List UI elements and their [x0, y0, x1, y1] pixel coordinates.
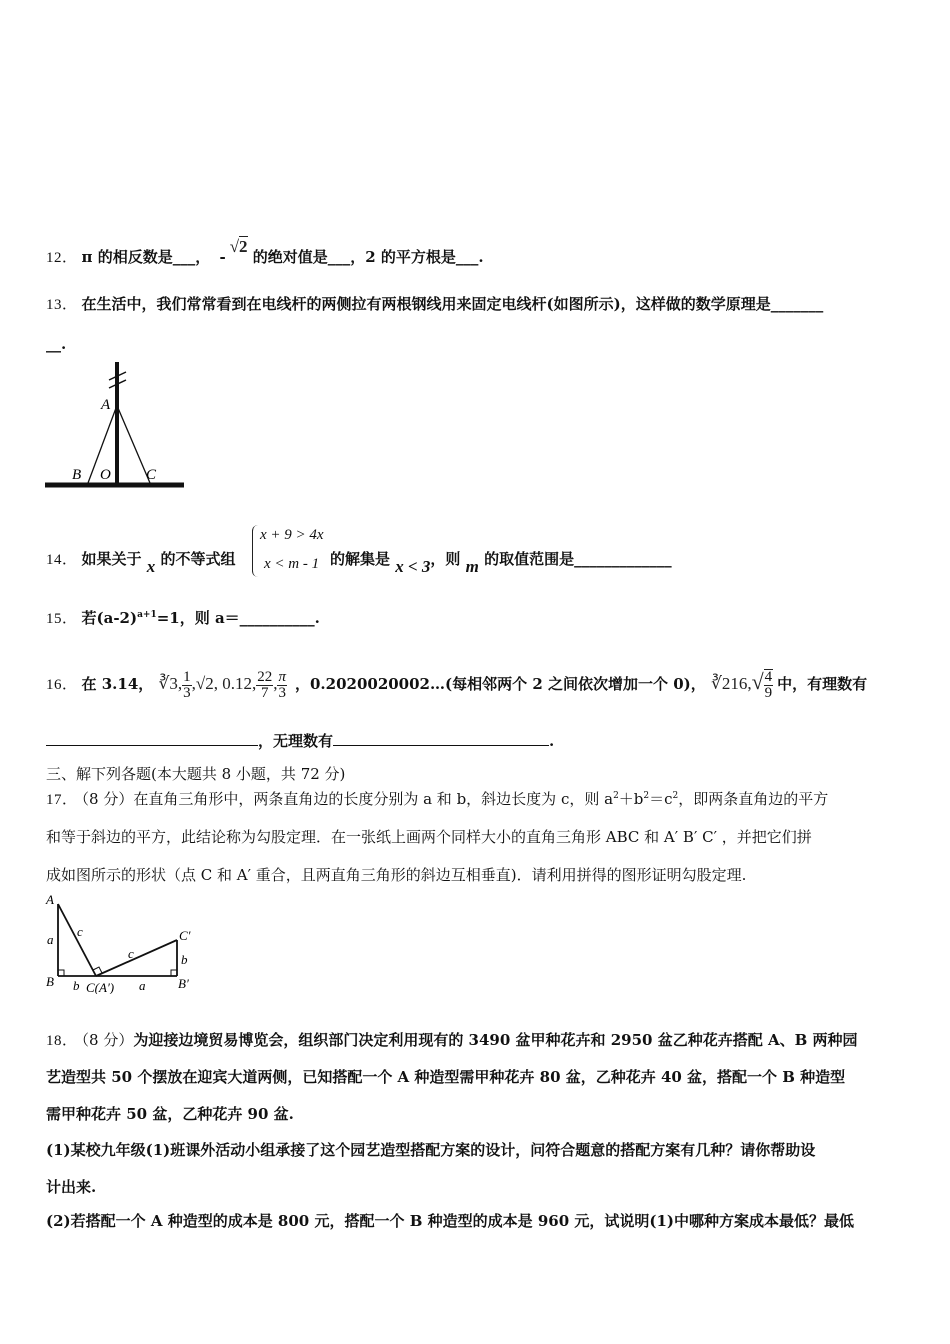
question-15: [46, 608, 320, 629]
question-number: 17．: [46, 792, 78, 808]
q16-text-1: 在 3.14，: [81, 675, 154, 693]
solution-set: x < 3: [395, 557, 431, 576]
q16-text-2: ，0.2020020002…(每相邻两个 2 之间依次增加一个 0)，: [294, 675, 706, 693]
question-number: 14．: [46, 552, 78, 568]
q12-text-1: π 的相反数是___，: [81, 248, 211, 266]
label-c: C: [146, 467, 157, 483]
question-18-part-2: (2)若搭配一个 A 种造型的成本是 800 元，搭配一个 B 种造型的成本是 960 元，试说明(1)中哪种方案成本最低？最低: [46, 1212, 854, 1230]
label-o: O: [100, 467, 111, 483]
label-side-c-2: c: [128, 946, 134, 961]
question-number: 16．: [46, 677, 78, 693]
question-number: 18．: [46, 1033, 78, 1049]
q14-text-2: 的不等式组: [160, 550, 236, 568]
question-12: [46, 237, 484, 268]
label-b-prime: B′: [178, 976, 189, 991]
radical-sign: √: [229, 237, 240, 256]
variable-m: m: [465, 557, 479, 576]
q13-pole-figure: [44, 360, 186, 492]
irrational-answer-blank[interactable]: [333, 731, 549, 746]
section-title: 三、解下列各题(本大题共 8 小题，共 72 分): [46, 765, 346, 783]
question-13: [46, 294, 823, 315]
q14-text-4: ，则: [430, 550, 461, 568]
q13-text: 在生活中，我们常常看到在电线杆的两侧拉有两根钢线用来固定电线杆(如图所示)，这样做的数学原理是_______: [81, 295, 824, 313]
q12-sqrt-2: √2: [229, 237, 248, 256]
question-number: 15．: [46, 611, 78, 627]
hypotenuse-a-prime-c-prime: [96, 940, 177, 976]
label-c-a-prime: C(A′): [86, 980, 115, 994]
question-number: 13．: [46, 297, 78, 313]
question-18-line-2: 艺造型共 50 个摆放在迎宾大道两侧，已知搭配一个 A 种造型需甲种花卉 80 盆，乙种花卉 40 盆，搭配一个 B 种造型: [46, 1068, 846, 1086]
sqrt-fraction: √: [751, 669, 764, 694]
q14-text-3: 的解集是: [329, 550, 390, 568]
right-angle-mark-b: [58, 970, 64, 976]
label-side-a: a: [47, 932, 54, 947]
label-side-b-2: b: [73, 978, 80, 993]
q13-continuation: __.: [46, 335, 67, 353]
q16-text-3: 中，有理数有: [777, 675, 868, 693]
hypotenuse-ac: [58, 904, 96, 976]
q15-text-1: 若(a-2): [81, 609, 138, 627]
fraction-22-7: $\frac{22}{7}$: [257, 668, 273, 701]
label-a: A: [101, 397, 111, 413]
q15-text-2: =1，则 a＝__________.: [156, 609, 320, 627]
label-c-prime: C′: [179, 928, 191, 943]
question-16: [46, 667, 868, 701]
q14-text-1: 如果关于: [81, 550, 142, 568]
question-number: 12．: [46, 250, 78, 266]
fraction-1-3: $\frac{1}{3}$: [183, 668, 191, 701]
fraction-pi-3: $\frac{\pi}{3}$: [278, 668, 286, 701]
label-b: B: [72, 467, 82, 483]
system-brace: [252, 525, 259, 577]
exponent: a+1: [137, 610, 157, 620]
label-side-a-2: a: [139, 978, 146, 993]
number-list-a: ∛3,: [158, 674, 183, 693]
number-list-b: ,√2, 0.12,: [191, 674, 257, 693]
q12-negative-sign: -: [219, 248, 226, 266]
question-18-line-1: 18． （8 分）为迎接边境贸易博览会，组织部门决定利用现有的 3490 盆甲种花卉和 2950 盆乙种花卉搭配 A、B 两种园: [46, 1031, 858, 1049]
question-18-part-1-b: 计出来.: [46, 1178, 97, 1196]
inequality-1: x + 9 > 4x: [260, 527, 324, 543]
fraction-4-9: $\frac{4}{9}$: [764, 669, 773, 701]
question-14: [46, 549, 672, 576]
q16-answer-line: [46, 731, 554, 751]
label-side-c-1: c: [77, 924, 83, 939]
cube-root-216: ∛216,: [710, 674, 752, 693]
question-17-line-1: 17． （8 分）在直角三角形中，两条直角边的长度分别为 a 和 b，斜边长度为 c，则 $a^2+b^2=c^2$，即两条直角边的平方: [46, 790, 829, 808]
question-17-line-3: 成如图所示的形状（点 C 和 A′ 重合，且两直角三角形的斜边互相垂直)．请利用拼得的图形证明勾股定理.: [46, 866, 747, 884]
q16-line2-mid: ，无理数有: [258, 732, 334, 750]
q14-text-5: 的取值范围是_____________: [484, 550, 672, 568]
label-side-b-1: b: [181, 952, 188, 967]
q12-text-2: 的绝对值是___，2 的平方根是___.: [252, 248, 484, 266]
q16-line2-end: .: [549, 732, 555, 750]
variable-x: x: [146, 557, 156, 576]
label-b-vertex: B: [46, 974, 54, 989]
question-18-line-3: 需甲种花卉 50 盆，乙种花卉 90 盆.: [46, 1105, 294, 1123]
question-18-part-1-a: (1)某校九年级(1)班课外活动小组承接了这个园艺造型搭配方案的设计，问符合题意的搭配方案有几种？请你帮助设: [46, 1141, 816, 1159]
q17-triangles-figure: [44, 892, 204, 994]
comma: ,: [273, 674, 278, 693]
inequality-2: x < m - 1: [264, 556, 320, 572]
question-17-line-2: 和等于斜边的平方，此结论称为勾股定理．在一张纸上画两个同样大小的直角三角形 ABC 和 A′ B′ C′ ，并把它们拼: [46, 828, 812, 846]
rational-answer-blank[interactable]: [46, 731, 258, 746]
label-a-vertex: A: [46, 892, 54, 907]
